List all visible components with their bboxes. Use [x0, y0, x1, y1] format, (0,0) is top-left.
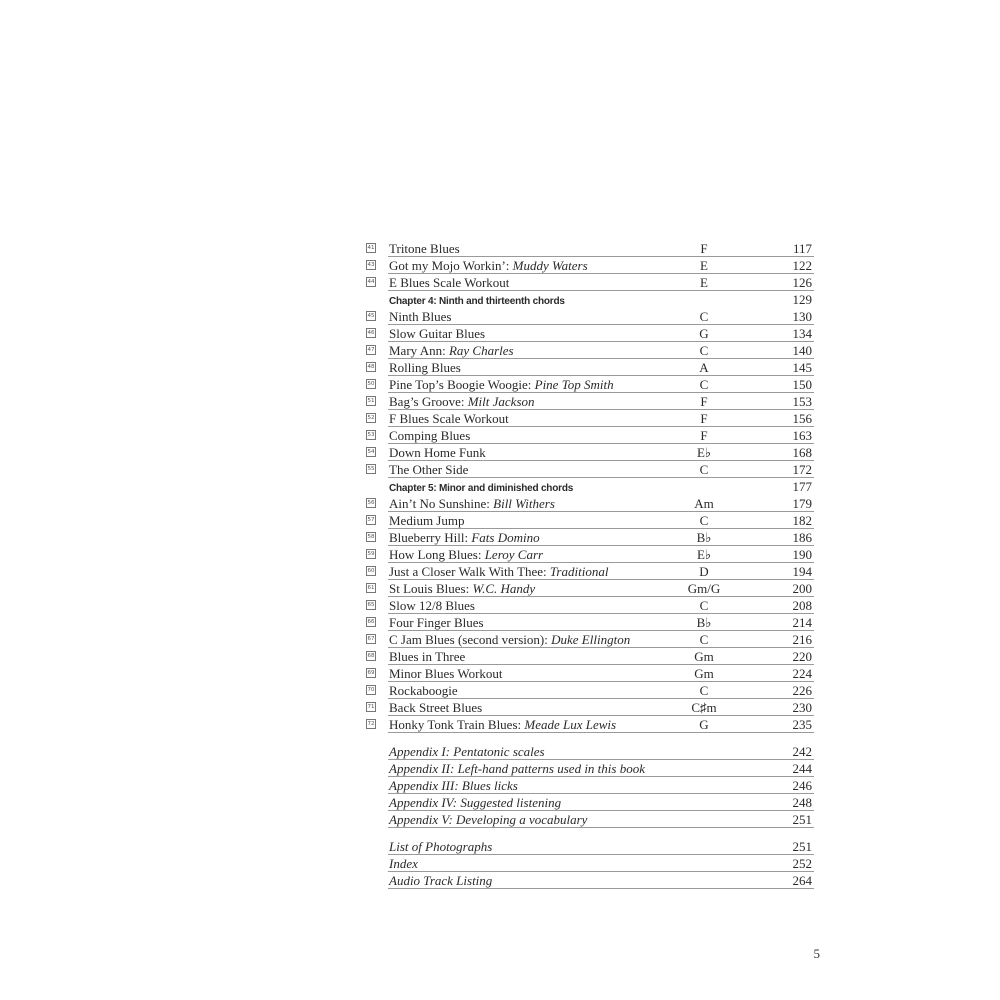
appendix-entry — [366, 743, 814, 760]
entry-artist: Traditional — [549, 564, 609, 579]
toc-entry — [366, 682, 814, 699]
entry-title-group — [389, 665, 503, 682]
toc-entry — [366, 648, 814, 665]
entry-artist: Pine Top Smith — [534, 377, 614, 392]
entry-title: Minor Blues Workout — [389, 666, 503, 681]
appendix-entry — [366, 794, 814, 811]
entry-title-group — [389, 257, 588, 274]
entry-key: F — [700, 241, 708, 256]
appendix-list — [366, 743, 814, 828]
entry-page: 224 — [792, 666, 812, 681]
entry-page: 214 — [792, 615, 812, 630]
toc-entry — [366, 529, 814, 546]
entry-artist: Leroy Carr — [484, 547, 544, 562]
entry-artist: Meade Lux Lewis — [524, 717, 617, 732]
entry-title: Rolling Blues — [389, 360, 461, 375]
audio-track-icon: 54 — [367, 449, 375, 455]
entry-key: B♭ — [696, 530, 712, 545]
entry-page: 235 — [792, 717, 812, 732]
entry-page: 172 — [792, 462, 812, 477]
entry-title: Pine Top’s Boogie Woogie: — [389, 377, 535, 392]
back-matter-entry-page: 251 — [792, 839, 812, 854]
back-matter-entry-title: List of Photographs — [389, 839, 493, 854]
toc-entry — [366, 240, 814, 257]
spacer — [366, 733, 814, 743]
entry-title-group — [389, 699, 482, 716]
entry-key: E♭ — [696, 547, 712, 562]
entry-artist: Bill Withers — [493, 496, 555, 511]
entry-title-group — [389, 648, 465, 665]
appendix-entry-title: Appendix V: Developing a vocabulary — [389, 812, 588, 827]
entry-title: E Blues Scale Workout — [389, 275, 510, 290]
appendix-entry-title: Appendix I: Pentatonic scales — [389, 744, 545, 759]
entry-key: F — [700, 394, 708, 409]
entry-page: 122 — [792, 258, 812, 273]
entry-title-group — [389, 682, 458, 699]
audio-track-icon: 51 — [367, 398, 375, 404]
entry-page: 168 — [792, 445, 812, 460]
audio-track-icon: 70 — [367, 687, 375, 693]
chapter-page: 129 — [792, 292, 812, 307]
entry-page: 216 — [792, 632, 812, 647]
audio-track-icon: 56 — [367, 500, 375, 506]
back-matter-list — [366, 838, 814, 889]
entry-key: Gm/G — [687, 581, 721, 596]
entry-page: 226 — [792, 683, 812, 698]
entry-key: E — [700, 275, 708, 290]
entry-page: 230 — [792, 700, 812, 715]
appendix-entry-title: Appendix IV: Suggested listening — [389, 795, 562, 810]
entry-title-group — [389, 614, 484, 631]
toc-entry — [366, 631, 814, 648]
entry-title: Tritone Blues — [389, 241, 460, 256]
entry-title: Honky Tonk Train Blues: — [389, 717, 525, 732]
audio-track-icon: 68 — [367, 653, 375, 659]
entry-key: C — [699, 462, 709, 477]
chapter-title: Chapter 5: Minor and diminished chords — [389, 483, 574, 494]
toc-entry — [366, 546, 814, 563]
back-matter-entry-page: 252 — [792, 856, 812, 871]
entry-title-group — [389, 410, 509, 427]
audio-track-icon: 48 — [367, 364, 375, 370]
entry-title: How Long Blues: — [389, 547, 485, 562]
entry-title-group — [389, 427, 470, 444]
table-of-contents — [366, 240, 814, 889]
toc-entry — [366, 410, 814, 427]
audio-track-icon: 45 — [367, 313, 375, 319]
toc-entry — [366, 580, 814, 597]
entry-key: F — [700, 411, 708, 426]
audio-track-icon: 41 — [367, 245, 375, 251]
entry-title-group — [389, 274, 509, 291]
entry-artist: W.C. Handy — [472, 581, 536, 596]
entry-page: 126 — [792, 275, 812, 290]
entry-page: 163 — [792, 428, 812, 443]
chapter-heading-row — [366, 291, 814, 308]
toc-entry — [366, 461, 814, 478]
audio-track-icon: 71 — [367, 704, 375, 710]
toc-entry — [366, 308, 814, 325]
toc-entry — [366, 342, 814, 359]
entry-title-group — [389, 376, 614, 393]
back-matter-entry — [366, 872, 814, 889]
toc-entry — [366, 716, 814, 733]
audio-track-icon: 59 — [367, 551, 375, 557]
entry-title: Slow 12/8 Blues — [389, 598, 475, 613]
toc-entry — [366, 444, 814, 461]
appendix-entry — [366, 811, 814, 828]
chapter-title: Chapter 4: Ninth and thirteenth chords — [389, 296, 565, 307]
toc-entry — [366, 614, 814, 631]
entry-page: 179 — [792, 496, 812, 511]
entry-key: C — [699, 343, 709, 358]
entry-artist: Duke Ellington — [551, 632, 631, 647]
entry-page: 220 — [792, 649, 812, 664]
toc-entry — [366, 665, 814, 682]
entry-title-group — [389, 546, 543, 563]
entry-title-group — [389, 512, 464, 529]
entry-page: 117 — [792, 241, 812, 256]
entry-title: Ninth Blues — [389, 309, 452, 324]
entry-artist: Milt Jackson — [467, 394, 535, 409]
entry-title-group — [389, 240, 460, 257]
appendix-entry-page: 244 — [792, 761, 812, 776]
entry-title-group — [389, 393, 535, 410]
entry-key: Am — [694, 496, 714, 511]
entry-key: C — [699, 377, 709, 392]
appendix-entry-page: 242 — [792, 744, 812, 759]
entry-title: F Blues Scale Workout — [389, 411, 509, 426]
entry-key: F — [700, 428, 708, 443]
entry-key: B♭ — [696, 615, 712, 630]
entry-title: Ain’t No Sunshine: — [389, 496, 494, 511]
entry-title: Got my Mojo Workin’: — [389, 258, 513, 273]
audio-track-icon: 53 — [367, 432, 375, 438]
entry-artist: Ray Charles — [448, 343, 514, 358]
entry-page: 186 — [792, 530, 812, 545]
appendix-entry-title: Appendix II: Left-hand patterns used in this book — [389, 761, 645, 776]
audio-track-icon: 57 — [367, 517, 375, 523]
entry-title-group — [389, 325, 485, 342]
back-matter-entry-page: 264 — [792, 873, 812, 888]
entry-page: 150 — [792, 377, 812, 392]
entry-key: G — [699, 326, 709, 341]
entry-key: C — [699, 683, 709, 698]
entry-title: Bag’s Groove: — [389, 394, 468, 409]
entry-title: St Louis Blues: — [389, 581, 473, 596]
entry-title: C Jam Blues (second version): — [389, 632, 552, 647]
toc-entry — [366, 699, 814, 716]
spacer — [366, 828, 814, 838]
entry-title-group — [389, 444, 486, 461]
back-matter-entry-title: Index — [389, 856, 418, 871]
entry-title: Mary Ann: — [389, 343, 449, 358]
entry-page: 156 — [792, 411, 812, 426]
entry-title-group — [389, 342, 514, 359]
appendix-entry — [366, 777, 814, 794]
entry-key: C♯m — [691, 700, 717, 715]
toc-entry — [366, 427, 814, 444]
audio-track-icon: 65 — [367, 602, 375, 608]
appendix-entry-page: 251 — [792, 812, 812, 827]
page-number: 5 — [813, 946, 820, 961]
audio-track-icon: 67 — [367, 636, 375, 642]
entry-title: Rockaboogie — [389, 683, 458, 698]
toc-entry — [366, 393, 814, 410]
entry-key: E♭ — [696, 445, 712, 460]
entry-page: 190 — [792, 547, 812, 562]
entry-key: E — [700, 258, 708, 273]
chapter-heading-row — [366, 478, 814, 495]
entry-title: Comping Blues — [389, 428, 471, 443]
toc-entry — [366, 563, 814, 580]
entry-key: G — [699, 717, 709, 732]
entry-page: 145 — [792, 360, 812, 375]
entry-title-group — [389, 461, 468, 478]
appendix-entry-page: 246 — [792, 778, 812, 793]
entry-title-group — [389, 495, 555, 512]
entry-page: 200 — [792, 581, 812, 596]
appendix-entry-page: 248 — [792, 795, 812, 810]
toc-entry — [366, 257, 814, 274]
entry-artist: Fats Domino — [471, 530, 540, 545]
toc-entry — [366, 359, 814, 376]
chapter-sections — [366, 240, 814, 733]
entry-title-group — [389, 631, 630, 648]
entry-title: Blues in Three — [389, 649, 466, 664]
entry-title-group — [389, 308, 451, 325]
audio-track-icon: 43 — [367, 262, 375, 268]
toc-entry — [366, 325, 814, 342]
entry-page: 194 — [792, 564, 812, 579]
toc-entry — [366, 274, 814, 291]
entry-key: Gm — [694, 666, 714, 681]
toc-entry — [366, 512, 814, 529]
entry-title: Back Street Blues — [389, 700, 483, 715]
entry-key: A — [699, 360, 709, 375]
audio-track-icon: 55 — [367, 466, 375, 472]
entry-title-group — [389, 529, 540, 546]
entry-title-group — [389, 580, 535, 597]
entry-key: D — [699, 564, 709, 579]
audio-track-icon: 47 — [367, 347, 375, 353]
entry-title-group — [389, 716, 616, 733]
chapter-page: 177 — [792, 479, 812, 494]
entry-key: C — [699, 632, 709, 647]
entry-title: Slow Guitar Blues — [389, 326, 486, 341]
audio-track-icon: 46 — [367, 330, 375, 336]
entry-key: Gm — [694, 649, 714, 664]
entry-title-group — [389, 359, 461, 376]
entry-title: The Other Side — [389, 462, 469, 477]
entry-page: 140 — [792, 343, 812, 358]
back-matter-entry — [366, 855, 814, 872]
entry-page: 208 — [792, 598, 812, 613]
audio-track-icon: 58 — [367, 534, 375, 540]
audio-track-icon: 50 — [367, 381, 375, 387]
appendix-entry-title: Appendix III: Blues licks — [389, 778, 518, 793]
entry-page: 134 — [792, 326, 812, 341]
entry-key: C — [699, 309, 709, 324]
entry-page: 182 — [792, 513, 812, 528]
back-matter-entry-title: Audio Track Listing — [389, 873, 493, 888]
entry-title: Medium Jump — [389, 513, 465, 528]
toc-entry — [366, 597, 814, 614]
entry-title: Just a Closer Walk With Thee: — [389, 564, 550, 579]
entry-key: C — [699, 513, 709, 528]
entry-artist: Muddy Waters — [512, 258, 588, 273]
toc-entry — [366, 376, 814, 393]
appendix-entry — [366, 760, 814, 777]
entry-title-group — [389, 597, 475, 614]
audio-track-icon: 61 — [367, 585, 375, 591]
toc-entry — [366, 495, 814, 512]
audio-track-icon: 66 — [367, 619, 375, 625]
entry-title-group — [389, 563, 608, 580]
entry-page: 153 — [792, 394, 812, 409]
audio-track-icon: 69 — [367, 670, 375, 676]
entry-key: C — [699, 598, 709, 613]
entry-title: Four Finger Blues — [389, 615, 484, 630]
audio-track-icon: 44 — [367, 279, 375, 285]
entry-title: Down Home Funk — [389, 445, 486, 460]
audio-track-icon: 52 — [367, 415, 375, 421]
back-matter-entry — [366, 838, 814, 855]
audio-track-icon: 72 — [367, 721, 375, 727]
audio-track-icon: 60 — [367, 568, 375, 574]
entry-title: Blueberry Hill: — [389, 530, 472, 545]
entry-page: 130 — [792, 309, 812, 324]
